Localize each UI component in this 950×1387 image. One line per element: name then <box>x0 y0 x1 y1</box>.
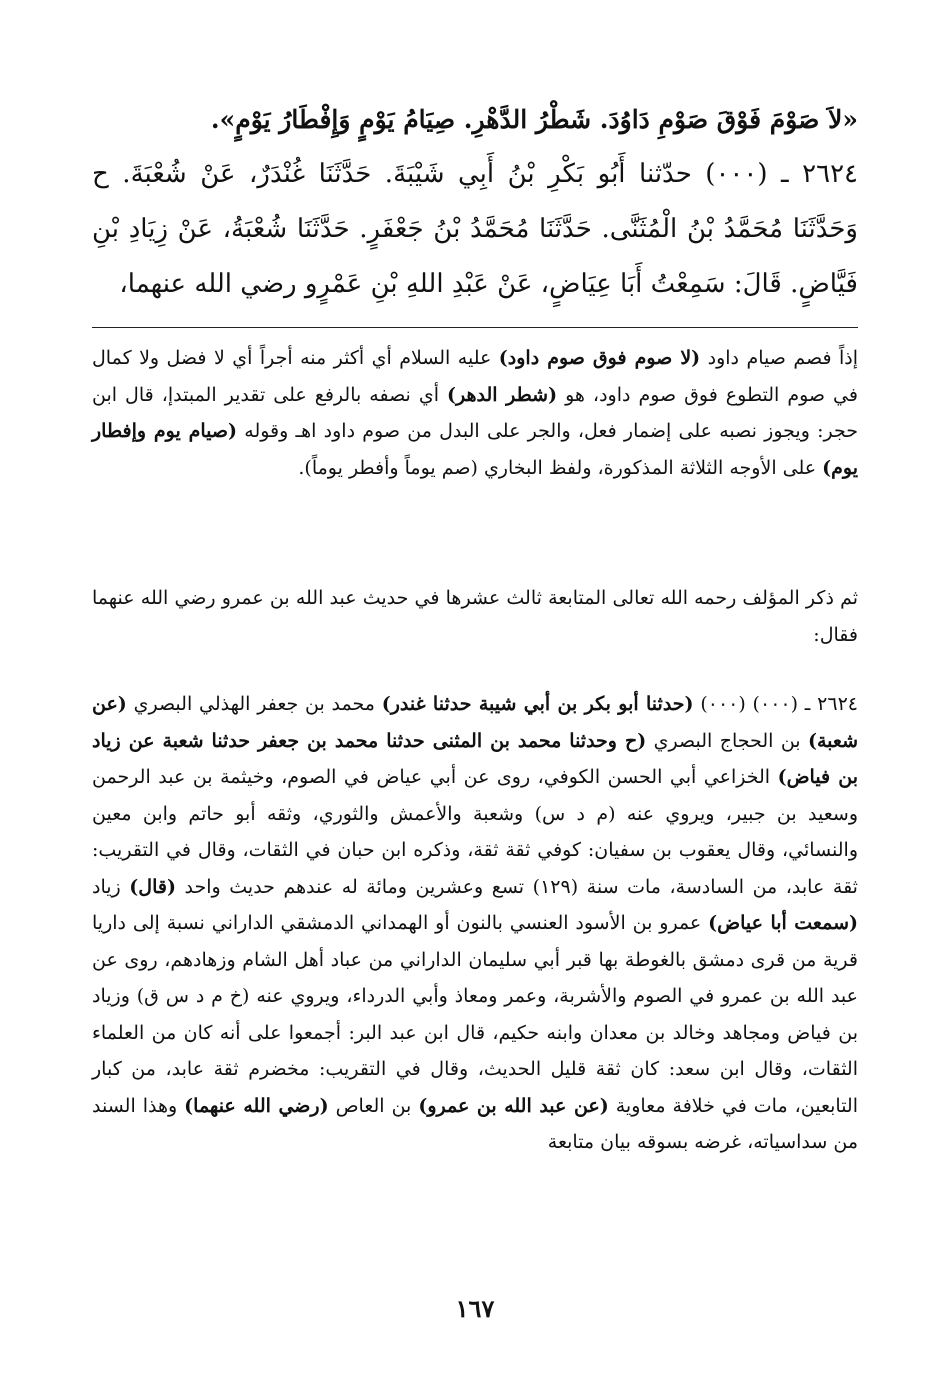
commentary-text <box>92 580 858 653</box>
text-run: أي نصفه بالرفع على تقدير المبتدإ، قال ابن حجر: ويجوز نصبه على إضمار فعل، والجر على البدل من صوم داود اهـ وقوله <box>92 383 859 442</box>
text-run: وهذا السند من سداسياته، غرضه بسوقه بيان متابعة <box>92 1094 858 1153</box>
bold-quote-run: (لا صوم فوق صوم داود) <box>498 347 701 369</box>
text-run: إذاً فصم صيام داود <box>700 347 858 369</box>
hadith-isnad-text: ٢٦٢٤ ـ (٠٠٠) حدّثنا أَبُو بَكْرِ بْنُ أَبِي شَيْبَةَ. حَدَّثَنَا غُنْدَرٌ، عَنْ شُعْبَةَ. ح وَحَدَّثَنَا مُحَمَّدُ بْنُ الْمُثَنَّى. حَدَّثَنَا مُحَمَّدُ بْنُ جَعْفَرٍ. حَدَّثَنَا شُعْبَةُ، عَنْ زِيَادِ بْنِ فَيَّاضٍ. قَالَ: سَمِعْتُ أَبَا عِيَاضٍ، عَنْ عَبْدِ اللهِ بْنِ عَمْرٍو رضي الله عنهما، <box>92 159 858 299</box>
page-number: ١٦٧ <box>455 1294 495 1323</box>
text-run: بن الحجاج البصري <box>646 729 808 752</box>
hadith-opening-quote: «لاَ صَوْمَ فَوْقَ صَوْمِ دَاوُدَ. شَطْرُ الدَّهْرِ. صِيَامُ يَوْمٍ وَإِفْطَارُ يَوْمٍ». <box>210 105 858 134</box>
text-run: على الأوجه الثلاثة المذكورة، ولفظ البخاري (صم يوماً وأفطر يوماً). <box>298 456 823 479</box>
text-run: الخزاعي أبي الحسن الكوفي، روى عن أبي عياض في الصوم، وخيثمة بن عبد الرحمن وسعيد بن جبير، ويروي عنه (م د س) وشعبة والأعمش والثوري، وثقه أبو حاتم وابن معين والنسائي، وقال يعقوب بن سفيان: كوفي ثقة ثقة، وذكره ابن حبان في الثقات، وقال في التقريب: ثقة عابد، من السادسة، مات سنة (١٢٩) تسع وعشرين ومائة له عندهم حديث واحد <box>92 766 858 898</box>
text-run: بن العاص <box>328 1094 419 1117</box>
bold-quote-run: (ح وحدثنا محمد بن المثنى حدثنا محمد بن جعفر حدثنا شعبة عن زياد بن فياض) <box>92 729 858 788</box>
commentary-text <box>92 686 858 1161</box>
text-run: عليه السلام أي أكثر منه أجراً أي لا فضل ولا كمال في صوم التطوع فوق صوم داود، هو <box>92 347 858 406</box>
commentary-text <box>92 340 858 486</box>
bold-quote-run: (سمعت أبا عياض) <box>708 912 858 934</box>
text-run: ثم ذكر المؤلف رحمه الله تعالى المتابعة ثالث عشرها في حديث عبد الله بن عمرو رضي الله عنهما فقال: <box>92 587 858 646</box>
bold-quote-run: (صيام يوم وإفطار يوم) <box>92 420 858 479</box>
commentary-paragraph-2 <box>92 580 858 653</box>
commentary-paragraph-3 <box>92 686 858 1161</box>
hadith-text-block <box>92 92 858 312</box>
text-run: محمد بن جعفر الهذلي البصري <box>126 693 382 715</box>
bold-quote-run: (حدثنا أبو بكر بن أبي شيبة حدثنا غندر) <box>381 693 694 715</box>
bold-quote-run: (عن شعبة) <box>92 693 858 752</box>
bold-quote-run: (رضي الله عنهما) <box>184 1094 329 1117</box>
bold-quote-run: (قال) <box>129 875 176 898</box>
bold-quote-run: (شطر الدهر) <box>447 383 558 406</box>
text-run: ٢٦٢٤ ـ (٠٠٠) (٠٠٠) <box>693 693 858 715</box>
text-run: زياد <box>92 875 130 898</box>
bold-quote-run: (عن عبد الله بن عمرو) <box>418 1094 609 1117</box>
commentary-paragraph-1 <box>92 340 858 486</box>
text-run: عمرو بن الأسود العنسي بالنون أو الهمداني الدمشقي الداراني نسبة إلى داريا قرية من قرى دمشق بالغوطة بها قبر أبي سليمان الداراني من عباد أهل الشام وزهادهم، روى عن عبد الله بن عمرو في الصوم والأشربة، وعمر ومعاذ وأبي الدرداء، ويروي عنه (خ م د س ق) وزياد بن فياض ومجاهد وخالد بن معدان وابنه حكيم، قال ابن عبد البر: أجمعوا على أنه كان من العلماء الثقات، وقال ابن سعد: كان ثقة قليل الحديث، وقال في التقريب: مخضرم ثقة عابد، من كبار التابعين، مات في خلافة معاوية <box>92 912 859 1117</box>
footnote-divider <box>92 327 858 328</box>
